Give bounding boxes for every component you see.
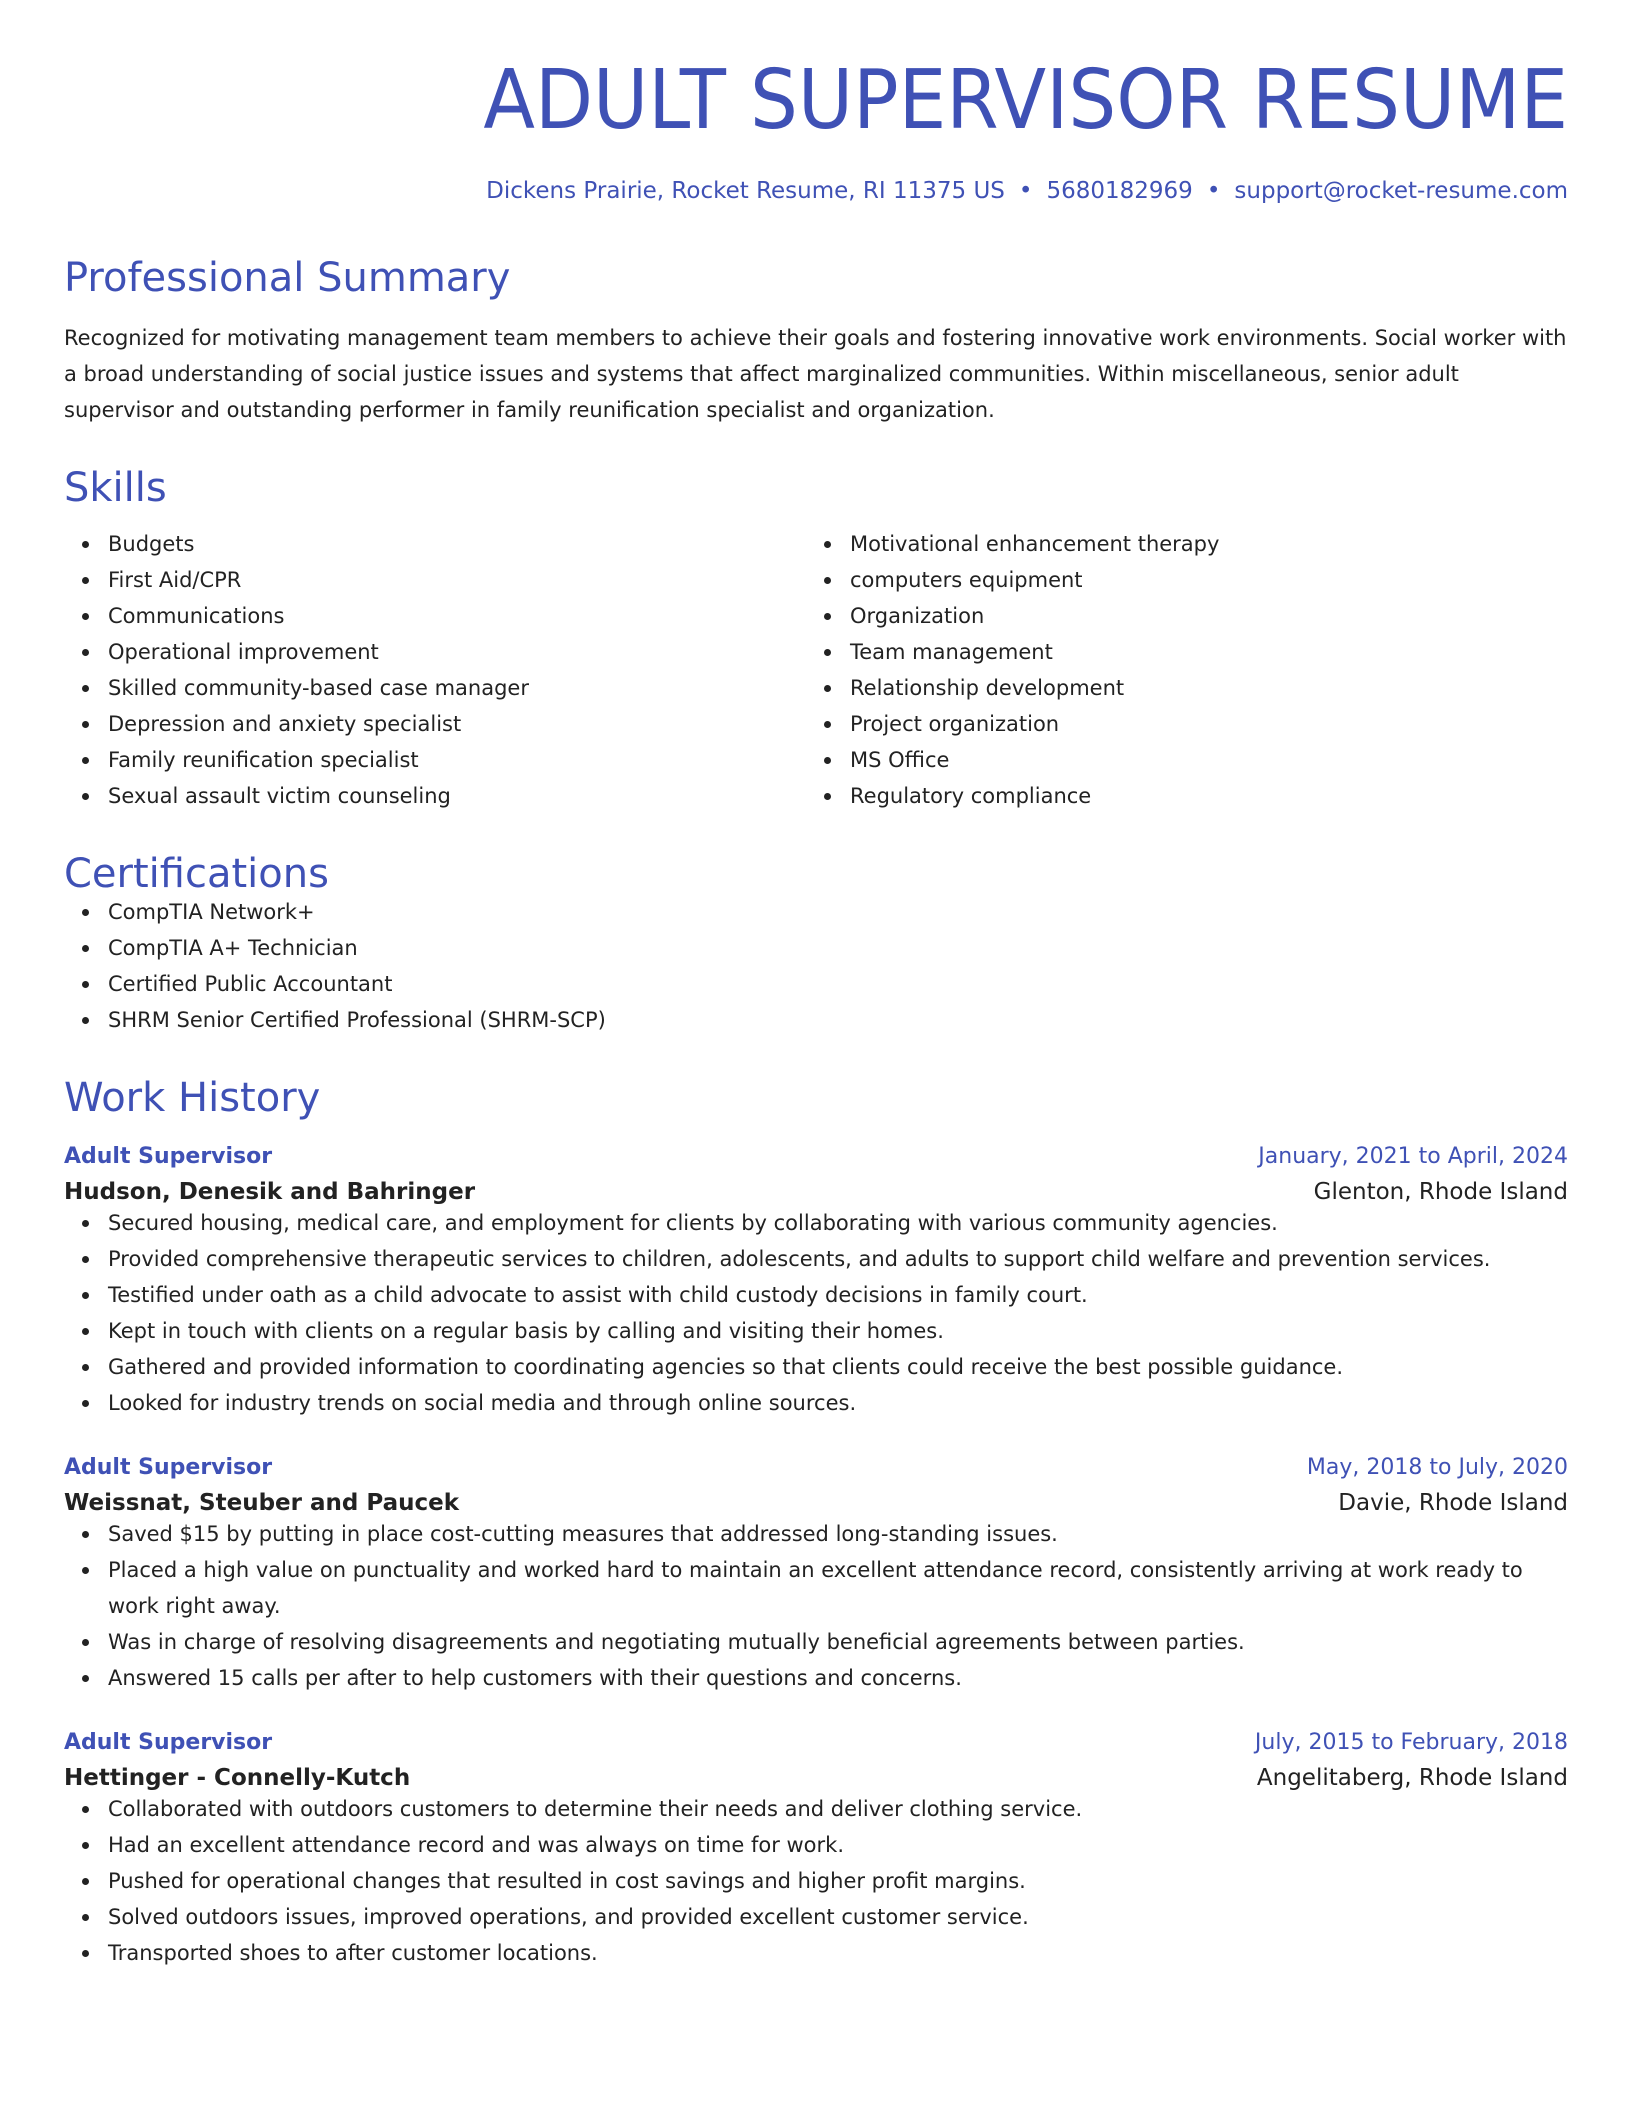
skill-item: Family reunification specialist [108, 742, 806, 778]
skill-item: Skilled community-based case manager [108, 670, 806, 706]
job-employer-row [64, 1490, 1568, 1516]
job-company: Weissnat, Steuber and Paucek [64, 1490, 460, 1516]
job-title: Adult Supervisor [64, 1455, 273, 1480]
skill-item: Motivational enhancement therapy [850, 526, 1548, 562]
job-entry [64, 1730, 1568, 1971]
job-company: Hudson, Denesik and Bahringer [64, 1179, 476, 1205]
certification-item: CompTIA Network+ [108, 894, 1568, 930]
job-dates: May, 2018 to July, 2020 [1306, 1455, 1568, 1480]
contact-separator: • [1018, 178, 1033, 204]
contact-email[interactable]: support@rocket-resume.com [1234, 178, 1568, 204]
skill-item: Regulatory compliance [850, 778, 1548, 814]
job-duties-list [64, 1791, 1568, 1971]
job-employer-row [64, 1765, 1568, 1791]
job-location: Angelitaberg, Rhode Island [1256, 1765, 1568, 1791]
job-duty: Pushed for operational changes that resulted in cost savings and higher profit margins. [108, 1863, 1568, 1899]
skill-item: Depression and anxiety specialist [108, 706, 806, 742]
skills-column-left [64, 526, 806, 814]
job-location: Glenton, Rhode Island [1313, 1179, 1568, 1205]
job-duty: Provided comprehensive therapeutic services to children, adolescents, and adults to support child welfare and prevention services. [108, 1241, 1568, 1277]
work-history-heading: Work History [64, 1075, 321, 1121]
skill-item: computers equipment [850, 562, 1548, 598]
skills-list-left [64, 526, 806, 814]
job-duty: Collaborated with outdoors customers to determine their needs and deliver clothing service. [108, 1791, 1568, 1827]
certifications-heading: Certifications [64, 851, 329, 897]
skill-item: Communications [108, 598, 806, 634]
skills-grid [64, 526, 1568, 814]
job-duty: Was in charge of resolving disagreements and negotiating mutually beneficial agreements between parties. [108, 1624, 1568, 1660]
job-entry [64, 1455, 1568, 1696]
job-entry [64, 1144, 1568, 1421]
skill-item: Operational improvement [108, 634, 806, 670]
certification-item: SHRM Senior Certified Professional (SHRM-SCP) [108, 1002, 1568, 1038]
job-duty: Saved $15 by putting in place cost-cutting measures that addressed long-standing issues. [108, 1516, 1568, 1552]
job-company: Hettinger - Connelly-Kutch [64, 1765, 411, 1791]
job-duty: Secured housing, medical care, and employment for clients by collaborating with various community agencies. [108, 1205, 1568, 1241]
job-duties-list [64, 1516, 1568, 1696]
job-duty: Testified under oath as a child advocate to assist with child custody decisions in family court. [108, 1277, 1568, 1313]
job-employer-row [64, 1179, 1568, 1205]
skill-item: Budgets [108, 526, 806, 562]
resume-title: ADULT SUPERVISOR RESUME [483, 53, 1569, 148]
resume-header [64, 0, 1568, 203]
summary-text: Recognized for motivating management team members to achieve their goals and fostering innovative work environments. Social worker with a broad understanding of social justice issues and systems that affect marginalized communities. Within miscellaneous, senior adult supervisor and outstanding performer in family reunification specialist and organization. [64, 326, 1567, 422]
job-location: Davie, Rhode Island [1338, 1490, 1568, 1516]
contact-separator: • [1206, 178, 1221, 204]
contact-address: Dickens Prairie, Rocket Resume, RI 11375 US [486, 178, 1005, 204]
skills-column-right [806, 526, 1548, 814]
skills-list-right [806, 526, 1548, 814]
skill-item: Relationship development [850, 670, 1548, 706]
skill-item: First Aid/CPR [108, 562, 806, 598]
skill-item: Team management [850, 634, 1548, 670]
summary-heading: Professional Summary [64, 255, 511, 301]
job-duty: Looked for industry trends on social media and through online sources. [108, 1385, 1568, 1421]
job-duty: Solved outdoors issues, improved operations, and provided excellent customer service. [108, 1899, 1568, 1935]
job-duty: Placed a high value on punctuality and worked hard to maintain an excellent attendance record, consistently arriving at work ready to work right away. [108, 1552, 1568, 1624]
skills-heading: Skills [64, 465, 167, 511]
certification-item: Certified Public Accountant [108, 966, 1568, 1002]
job-title: Adult Supervisor [64, 1730, 273, 1755]
job-dates: July, 2015 to February, 2018 [1254, 1730, 1568, 1755]
job-duty: Transported shoes to after customer locations. [108, 1935, 1568, 1971]
job-dates: January, 2021 to April, 2024 [1258, 1144, 1568, 1169]
job-duty: Answered 15 calls per after to help customers with their questions and concerns. [108, 1660, 1568, 1696]
job-duties-list [64, 1205, 1568, 1421]
job-title: Adult Supervisor [64, 1144, 273, 1169]
skill-item: MS Office [850, 742, 1548, 778]
resume-page [64, 0, 1568, 1971]
contact-phone[interactable]: 5680182969 [1046, 178, 1193, 204]
job-header-row [64, 1730, 1568, 1755]
job-duty: Had an excellent attendance record and was always on time for work. [108, 1827, 1568, 1863]
job-header-row [64, 1455, 1568, 1480]
skill-item: Project organization [850, 706, 1548, 742]
certifications-list [64, 894, 1568, 1038]
contact-line [64, 180, 1568, 203]
skill-item: Sexual assault victim counseling [108, 778, 806, 814]
job-header-row [64, 1144, 1568, 1169]
job-duty: Kept in touch with clients on a regular basis by calling and visiting their homes. [108, 1313, 1568, 1349]
job-duty: Gathered and provided information to coordinating agencies so that clients could receive the best possible guidance. [108, 1349, 1568, 1385]
certification-item: CompTIA A+ Technician [108, 930, 1568, 966]
skill-item: Organization [850, 598, 1548, 634]
